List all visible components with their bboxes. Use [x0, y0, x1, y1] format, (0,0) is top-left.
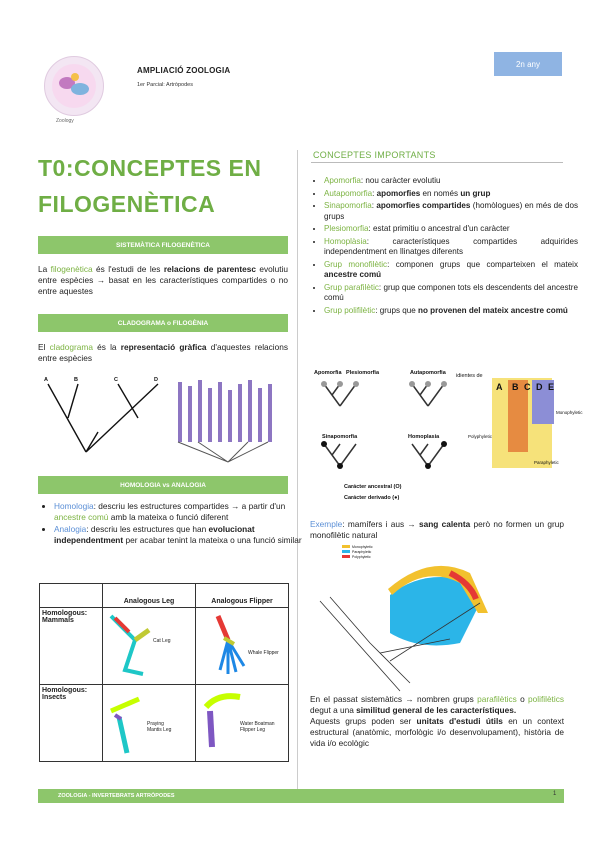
text: evolutiu entre espècies → basat en les característiques compartides o no entre aquestes — [38, 264, 288, 296]
label-mono: Monophyletic — [556, 410, 583, 415]
term: Grup polifilètic — [324, 305, 376, 315]
page-number: 1 — [553, 791, 557, 797]
clade-letter-d: D — [154, 377, 158, 383]
list-item — [324, 237, 578, 258]
zoology-logo — [44, 56, 104, 116]
beetle-leg-label: Water Boatman Flipper Leg — [240, 721, 275, 733]
term: parafilètics — [477, 694, 517, 704]
concepts-heading: CONCEPTES IMPORTANTS — [313, 150, 436, 160]
text: però no formen un grup monofilètic natural — [310, 519, 564, 540]
term: Autapomorfia — [324, 188, 373, 198]
clade-letter-c: C — [114, 377, 118, 383]
term-filogenetica: filogenètica — [50, 264, 93, 274]
term: Sinapomorfia — [324, 201, 372, 210]
example-label: Exemple — [310, 519, 343, 529]
cladograma-paragraph — [38, 342, 288, 364]
text: o — [516, 694, 529, 704]
label-ancestral: Carácter ancestral (O) — [344, 484, 402, 490]
table-corner — [40, 584, 103, 608]
text: amb la mateixa o funció diferent — [108, 512, 229, 522]
text: : estat primitiu o ancestral d'un caràcter — [368, 224, 510, 233]
term: Homologia — [54, 501, 94, 511]
list-item — [54, 524, 304, 546]
text: : mamífers i aus → — [342, 519, 419, 529]
text: : característiques compartides adquirides independentment en llinatges diferents — [324, 236, 578, 256]
whale-flipper-cell — [196, 608, 289, 685]
group-letter-b: B — [512, 382, 519, 392]
past-paragraph — [310, 694, 564, 749]
legend-mono: Monophyletic — [352, 545, 373, 549]
row-head-insects: Homologous: Insects — [40, 685, 103, 762]
list-item — [324, 176, 578, 187]
heading-underline — [311, 162, 563, 163]
beetle-leg-cell — [196, 685, 289, 762]
list-item — [324, 260, 578, 281]
text: : — [371, 201, 377, 210]
whale-flipper-label: Whale Flipper — [248, 650, 279, 656]
section-band-homologia: HOMOLOGIA vs ANALOGIA — [38, 476, 288, 494]
cut-label: idientes de — [456, 373, 483, 379]
bold-text: sang calenta — [418, 519, 471, 529]
evolution-figure — [310, 543, 564, 693]
label-sinapomorfia: Sinapomorfia — [322, 434, 358, 440]
example-paragraph — [310, 519, 564, 541]
list-item — [324, 224, 578, 235]
cat-leg-image — [105, 610, 193, 680]
legend-para: Paraphyletic — [352, 550, 372, 554]
logo-caption: Zoology — [56, 118, 74, 124]
course-subtitle: 1er Parcial: Artròpodes — [137, 82, 193, 88]
bold-text: unitats d'estudi útils — [416, 716, 503, 726]
label-apomorfia: Apomorfia — [314, 370, 342, 376]
text: : grups que — [375, 305, 419, 315]
text: : nou caràcter evolutiu — [360, 176, 441, 185]
sistematica-paragraph — [38, 264, 288, 297]
whale-flipper-image — [198, 610, 286, 680]
text: degut a una — [310, 705, 357, 715]
page-title — [38, 150, 283, 222]
term: Grup parafilètic — [324, 282, 379, 292]
group-letter-d: D — [536, 382, 543, 392]
mantis-leg-label: Praying Mantis Leg — [147, 721, 172, 733]
cat-leg-cell — [103, 608, 196, 685]
analogy-table — [39, 583, 289, 762]
term-cladograma: cladograma — [49, 342, 93, 352]
text: : grup que componen tots els descendents del ancestre comú — [324, 282, 579, 302]
text: El — [38, 342, 50, 352]
year-badge: 2n any — [494, 52, 562, 76]
text: La — [38, 264, 51, 274]
cat-leg-label: Cat Leg — [153, 638, 171, 644]
text: Aquests grups poden ser — [310, 716, 417, 726]
footer-band: ZOOLOGIA - INVERTEBRATS ARTRÒPODES — [38, 789, 564, 803]
list-item — [324, 189, 578, 200]
bold-text: un grup — [460, 188, 491, 198]
text: és la — [92, 342, 121, 352]
bold-text: evolucionat independentment — [54, 524, 255, 545]
cladogram-figure — [38, 372, 288, 464]
row-head-mammals: Homologous: Mammals — [40, 608, 103, 685]
text: és l'estudi de les — [92, 264, 164, 274]
bold-text: similitud general de les característiques. — [356, 705, 517, 715]
text: per acabar tenint la mateixa o una funció similar — [123, 535, 302, 545]
section-band-cladograma: CLADOGRAMA o FILOGÈNIA — [38, 314, 288, 332]
term: Plesiomorfia — [324, 224, 369, 233]
concepts-list — [310, 176, 578, 318]
text: d'aquestes relacions entre espècies — [38, 342, 289, 363]
term: Homoplàsia — [324, 236, 367, 246]
group-letter-e: E — [548, 382, 555, 392]
clade-letter-b: B — [74, 377, 78, 383]
text: : descriu les estructures compartides → a partir d'un — [93, 501, 286, 511]
text: : componen grups que comparteixen el mateix — [387, 259, 579, 269]
text: (homòlogues) en més de dos grups — [324, 201, 579, 221]
bold-text: ancestre comú — [324, 270, 382, 279]
text: En el passat sistemàtics → nombren grups — [310, 694, 478, 704]
term: Apomorfia — [324, 176, 361, 185]
term: Analogia — [54, 524, 87, 534]
label-para: Paraphyletic — [534, 460, 559, 465]
list-item — [324, 306, 578, 317]
tree-of-life-image — [178, 380, 272, 442]
groups-figure — [456, 366, 583, 470]
label-homoplasia: Homoplasia — [408, 434, 440, 440]
text: : descriu les estructures que han — [86, 524, 209, 534]
bold-text: relacions de parentesc — [163, 264, 256, 274]
column-divider — [297, 150, 298, 790]
text: : — [372, 188, 377, 198]
term: polifilètics — [528, 694, 564, 704]
section-band-sistematica: SISTEMÀTICA FILOGENÈTICA — [38, 236, 288, 254]
label-poly: Polyphyletic — [468, 434, 493, 439]
list-item — [54, 501, 304, 523]
clade-letter-a: A — [44, 377, 48, 383]
list-item — [324, 201, 578, 222]
text: en un context estructural (anatòmic, morfològic i/o desenvolupament), història de vida i/o ecològic — [310, 716, 565, 748]
page-title-line2: FILOGENÈTICA — [38, 191, 216, 217]
homologia-list — [38, 501, 304, 547]
legend-swatch-para — [342, 550, 350, 553]
label-derived: Carácter derivado (●) — [344, 495, 400, 501]
bold-text: no provenen del mateix ancestre comú — [418, 305, 568, 315]
label-autapomorfia: Autapomorfia — [410, 370, 446, 376]
morphology-trees-figure — [310, 366, 482, 506]
highlight: ancestre comú — [54, 512, 109, 522]
legend-swatch-mono — [342, 545, 350, 548]
col-head-flipper: Analogous Flipper — [196, 584, 289, 608]
page-title-line1: T0:CONCEPTES EN — [38, 155, 262, 181]
term: Grup monofilètic — [324, 259, 388, 269]
list-item — [324, 283, 578, 304]
bold-text: apomorfies — [376, 188, 421, 198]
col-head-leg: Analogous Leg — [103, 584, 196, 608]
group-letter-a: A — [496, 382, 503, 392]
legend-swatch-poly — [342, 555, 350, 558]
bold-text: apomorfies compartides — [376, 201, 471, 210]
course-title: AMPLIACIÓ ZOOLOGIA — [137, 66, 231, 75]
text: en només — [420, 188, 461, 198]
legend-poly: Polyphyletic — [352, 555, 371, 559]
bold-text: representació gràfica — [120, 342, 207, 352]
mantis-leg-cell — [103, 685, 196, 762]
label-plesiomorfia: Plesiomorfia — [346, 370, 380, 376]
group-letter-c: C — [524, 382, 531, 392]
